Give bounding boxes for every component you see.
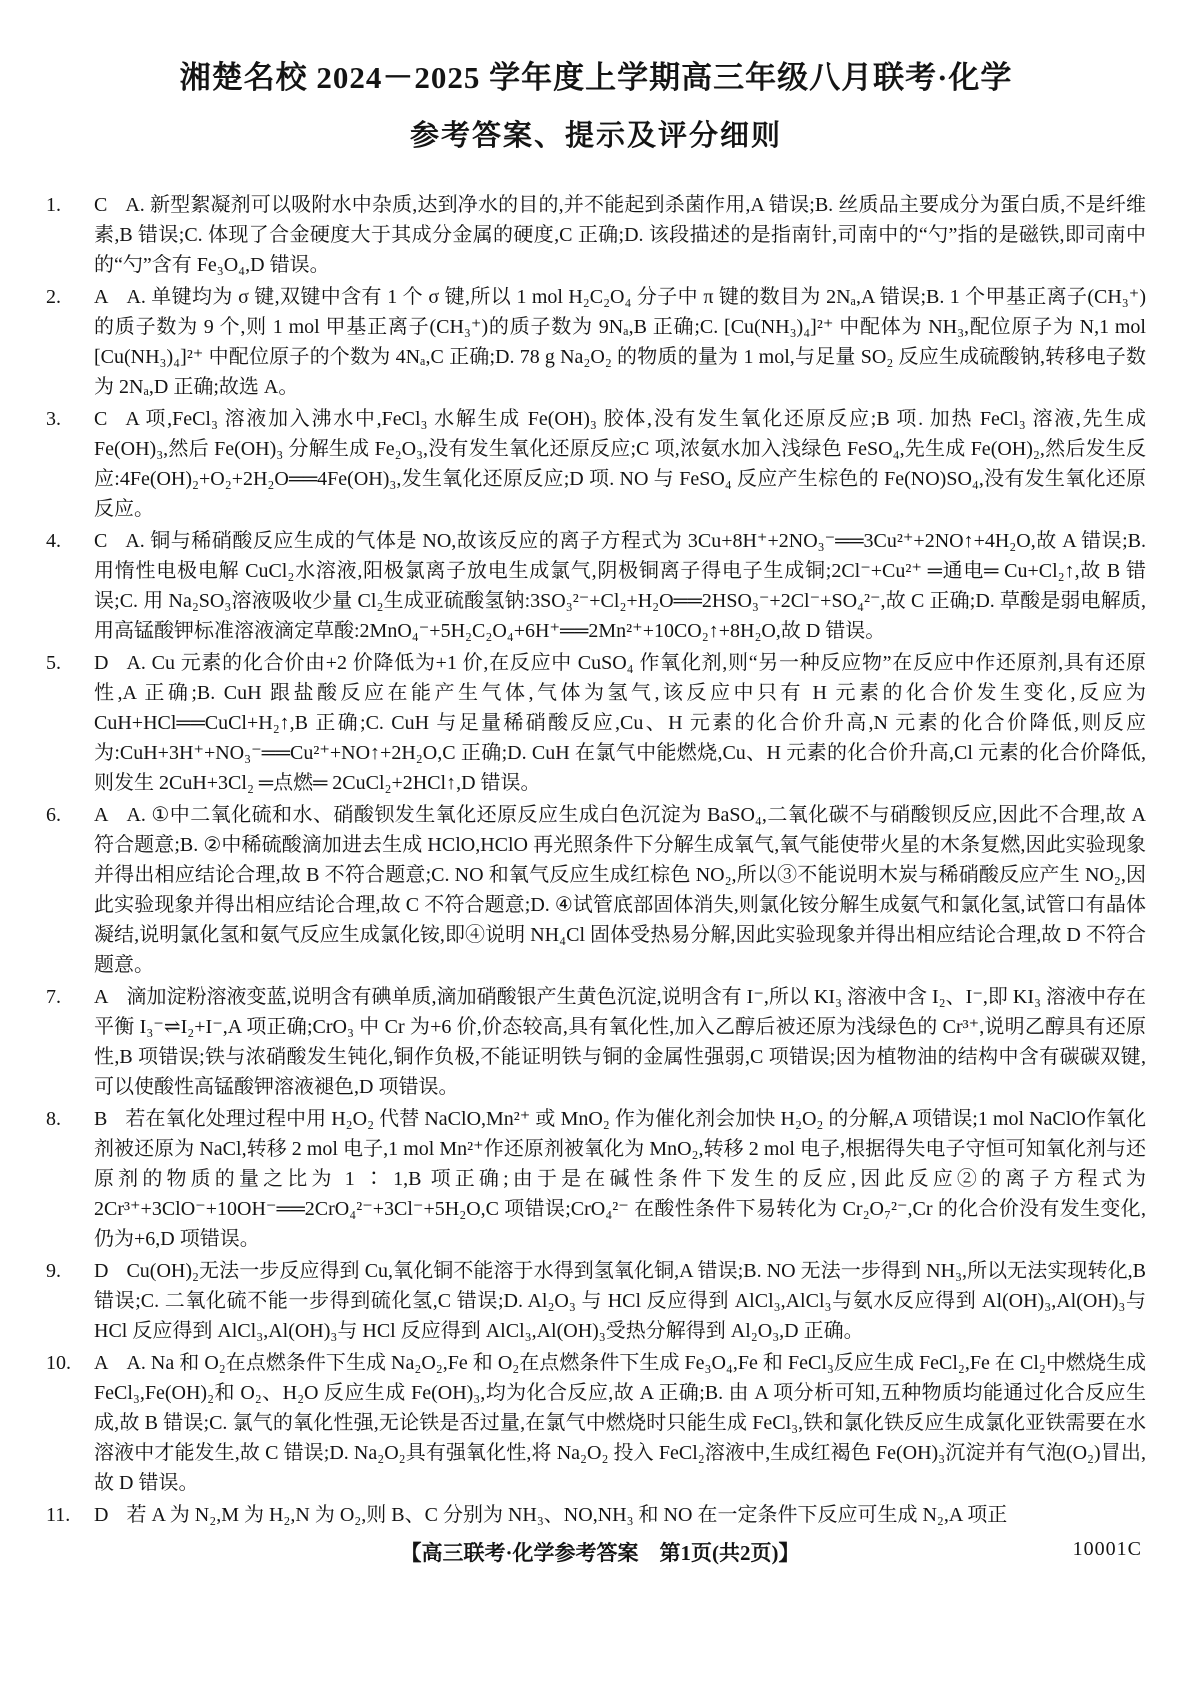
answer-item [46,282,1146,402]
answer-letter: B [94,1108,108,1130]
answer-letter: A [94,1352,109,1374]
answer-text: A. 铜与稀硝酸反应生成的气体是 NO,故该反应的离子方程式为 3Cu+8H⁺+2NO₃⁻══3Cu²⁺+2NO↑+4H₂O,故 A 错误;B. 用惰性电极电解 CuCl₂水溶液,阳极氯离子放电生成氯气,阴极铜离子得电子生成铜;2Cl⁻+Cu²⁺ ═通电═ Cu+Cl₂↑,故 B 错误;C. 用 Na₂SO₃溶液吸收少量 Cl₂生成亚硫酸氢钠:3SO₃²⁻+Cl₂+H₂O══2HSO₃⁻+2Cl⁻+SO₄²⁻,故 C 正确;D. 草酸是弱电解质,用高锰酸钾标准溶液滴定草酸:2MnO₄⁻+5H₂C₂O₄+6H⁺══2Mn²⁺+10CO₂↑+8H₂O,故 D 错误。 [94,530,1146,642]
answer-number: 11. [46,1504,71,1526]
answer-number: 9. [46,1260,61,1282]
answer-item [46,982,1146,1102]
page-title: 湘楚名校 2024－2025 学年度上学期高三年级八月联考·化学 [179,60,1013,95]
answer-letter: C [94,194,108,216]
answer-number: 8. [46,1108,61,1130]
answer-number: 2. [46,286,61,308]
answers-list [46,190,1146,1530]
answer-text: 若在氧化处理过程中用 H₂O₂ 代替 NaClO,Mn²⁺ 或 MnO₂ 作为催化剂会加快 H₂O₂ 的分解,A 项错误;1 mol NaClO作氧化剂被还原为 NaCl,转移 2 mol 电子,1 mol Mn²⁺作还原剂被氧化为 MnO₂,转移 2 mol 电子,根据得失电子守恒可知氧化剂与还原剂的物质的量之比为 1 ∶ 1,B 项正确;由于是在碱性条件下发生的反应,因此反应②的离子方程式为 2Cr³⁺+3ClO⁻+10OH⁻══2CrO₄²⁻+3Cl⁻+5H₂O,C 项错误;CrO₄²⁻ 在酸性条件下易转化为 Cr₂O₇²⁻,Cr 的化合价没有发生变化,仍为+6,D 项错误。 [94,1108,1146,1250]
answer-letter: A [94,286,109,308]
page-footer [0,1537,1200,1567]
answer-text: A. Cu 元素的化合价由+2 价降低为+1 价,在反应中 CuSO₄ 作氧化剂,则“另一种反应物”在反应中作还原剂,具有还原性,A 正确;B. CuH 跟盐酸反应在能产生气体,气体为氢气,该反应中只有 H 元素的化合价发生变化,反应为 CuH+HCl══CuCl+H₂↑,B 正确;C. CuH 与足量稀硝酸反应,Cu、H 元素的化合价升高,N 元素的化合价降低,则反应为:CuH+3H⁺+NO₃⁻══Cu²⁺+NO↑+2H₂O,C 正确;D. CuH 在氯气中能燃烧,Cu、H 元素的化合价升高,Cl 元素的化合价降低,则发生 2CuH+3Cl₂ ═点燃═ 2CuCl₂+2HCl↑,D 错误。 [94,652,1146,794]
answer-text: Cu(OH)₂无法一步反应得到 Cu,氧化铜不能溶于水得到氢氧化铜,A 错误;B. NO 无法一步得到 NH₃,所以无法实现转化,B 错误;C. 二氧化硫不能一步得到硫化氢,C 错误;D. Al₂O₃ 与 HCl 反应得到 AlCl₃,AlCl₃与氨水反应得到 Al(OH)₃,Al(OH)₃与 HCl 反应得到 AlCl₃,Al(OH)₃与 HCl 反应得到 AlCl₃,Al(OH)₃受热分解得到 Al₂O₃,D 正确。 [94,1260,1146,1342]
answer-text: A. Na 和 O₂在点燃条件下生成 Na₂O₂,Fe 和 O₂在点燃条件下生成 Fe₃O₄,Fe 和 FeCl₃反应生成 FeCl₂,Fe 在 Cl₂中燃烧生成 FeCl₃,Fe(OH)₂和 O₂、H₂O 反应生成 Fe(OH)₃,均为化合反应,故 A 正确;B. 由 A 项分析可知,五种物质均能通过化合反应生成,故 B 错误;C. 氯气的氧化性强,无论铁是否过量,在氯气中燃烧时只能生成 FeCl₃,铁和氯化铁反应生成氯化亚铁需要在水溶液中才能发生,故 C 错误;D. Na₂O₂具有强氧化性,将 Na₂O₂ 投入 FeCl₂溶液中,生成红褐色 Fe(OH)₃沉淀并有气泡(O₂)冒出,故 D 错误。 [94,1352,1146,1494]
answer-item [46,190,1146,280]
answer-text: A. 新型絮凝剂可以吸附水中杂质,达到净水的目的,并不能起到杀菌作用,A 错误;B. 丝质品主要成分为蛋白质,不是纤维素,B 错误;C. 体现了合金硬度大于其成分金属的硬度,C 正确;D. 该段描述的是指南针,司南中的“勺”指的是磁铁,即司南中的“勺”含有 Fe₃O₄,D 错误。 [94,194,1146,276]
answer-letter: C [94,408,108,430]
answer-number: 7. [46,986,61,1008]
answer-letter: A [94,986,109,1008]
page-subtitle: 参考答案、提示及评分细则 [409,120,782,152]
answer-item [46,1348,1146,1498]
answer-text: A 项,FeCl₃ 溶液加入沸水中,FeCl₃ 水解生成 Fe(OH)₃ 胶体,没有发生氧化还原反应;B 项. 加热 FeCl₃ 溶液,先生成 Fe(OH)₃,然后 Fe(OH)₃ 分解生成 Fe₂O₃,没有发生氧化还原反应;C 项,浓氨水加入浅绿色 FeSO₄,先生成 Fe(OH)₂,然后发生反应:4Fe(OH)₂+O₂+2H₂O══4Fe(OH)₃,发生氧化还原反应;D 项. NO 与 FeSO₄ 反应产生棕色的 Fe(NO)SO₄,没有发生氧化还原反应。 [94,408,1146,520]
answer-item [46,800,1146,980]
answer-item [46,1500,1146,1530]
answer-item [46,404,1146,524]
answer-item [46,526,1146,646]
answer-item [46,1256,1146,1346]
answer-letter: D [94,652,109,674]
answer-letter: D [94,1260,109,1282]
answer-text: 若 A 为 N₂,M 为 H₂,N 为 O₂,则 B、C 分别为 NH₃、NO,NH₃ 和 NO 在一定条件下反应可生成 N₂,A 项正 [126,1504,1008,1526]
answer-text: 滴加淀粉溶液变蓝,说明含有碘单质,滴加硝酸银产生黄色沉淀,说明含有 I⁻,所以 KI₃ 溶液中含 I₂、I⁻,即 KI₃ 溶液中存在平衡 I₃⁻⇌I₂+I⁻,A 项正确;CrO₃ 中 Cr 为+6 价,价态较高,具有氧化性,加入乙醇后被还原为浅绿色的 Cr³⁺,说明乙醇具有还原性,B 项错误;铁与浓硝酸发生钝化,铜作负极,不能证明铁与铜的金属性强弱,C 项错误;因为植物油的结构中含有碳碳双键,可以使酸性高锰酸钾溶液褪色,D 项错误。 [94,986,1146,1098]
answer-number: 10. [46,1352,71,1374]
answer-letter: D [94,1504,109,1526]
footer-text: 【高三联考·化学参考答案 第1页(共2页)】 [400,1541,800,1565]
answer-text: A. 单键均为 σ 键,双键中含有 1 个 σ 键,所以 1 mol H₂C₂O₄ 分子中 π 键的数目为 2Nₐ,A 错误;B. 1 个甲基正离子(CH₃⁺)的质子数为 9 个,则 1 mol 甲基正离子(CH₃⁺)的质子数为 9Nₐ,B 正确;C. [Cu(NH₃)₄]²⁺ 中配体为 NH₃,配位原子为 N,1 mol [Cu(NH₃)₄]²⁺ 中配位原子的个数为 4Nₐ,C 正确;D. 78 g Na₂O₂ 的物质的量为 1 mol,与足量 SO₂ 反应生成硫酸钠,转移电子数为 2Nₐ,D 正确;故选 A。 [94,286,1146,398]
answer-letter: A [94,804,109,826]
answer-number: 6. [46,804,61,826]
answer-item [46,648,1146,798]
answer-number: 5. [46,652,61,674]
answer-number: 3. [46,408,61,430]
answer-number: 1. [46,194,61,216]
answer-item [46,1104,1146,1254]
paper-code: 10001C [1072,1538,1142,1560]
answer-number: 4. [46,530,61,552]
answer-text: A. ①中二氧化硫和水、硝酸钡发生氧化还原反应生成白色沉淀为 BaSO₄,二氧化碳不与硝酸钡反应,因此不合理,故 A 符合题意;B. ②中稀硫酸滴加进去生成 HClO,HClO 再光照条件下分解生成氧气,氧气能使带火星的木条复燃,因此实验现象并得出相应结论合理,故 B 不符合题意;C. NO 和氧气反应生成红棕色 NO₂,所以③不能说明木炭与稀硝酸反应产生 NO₂,因此实验现象并得出相应结论合理,故 C 不符合题意;D. ④试管底部固体消失,则氯化铵分解生成氨气和氯化氢,试管口有晶体凝结,说明氯化氢和氨气反应生成氯化铵,即④说明 NH₄Cl 固体受热易分解,因此实验现象并得出相应结论合理,故 D 不符合题意。 [94,804,1146,976]
answer-letter: C [94,530,108,552]
